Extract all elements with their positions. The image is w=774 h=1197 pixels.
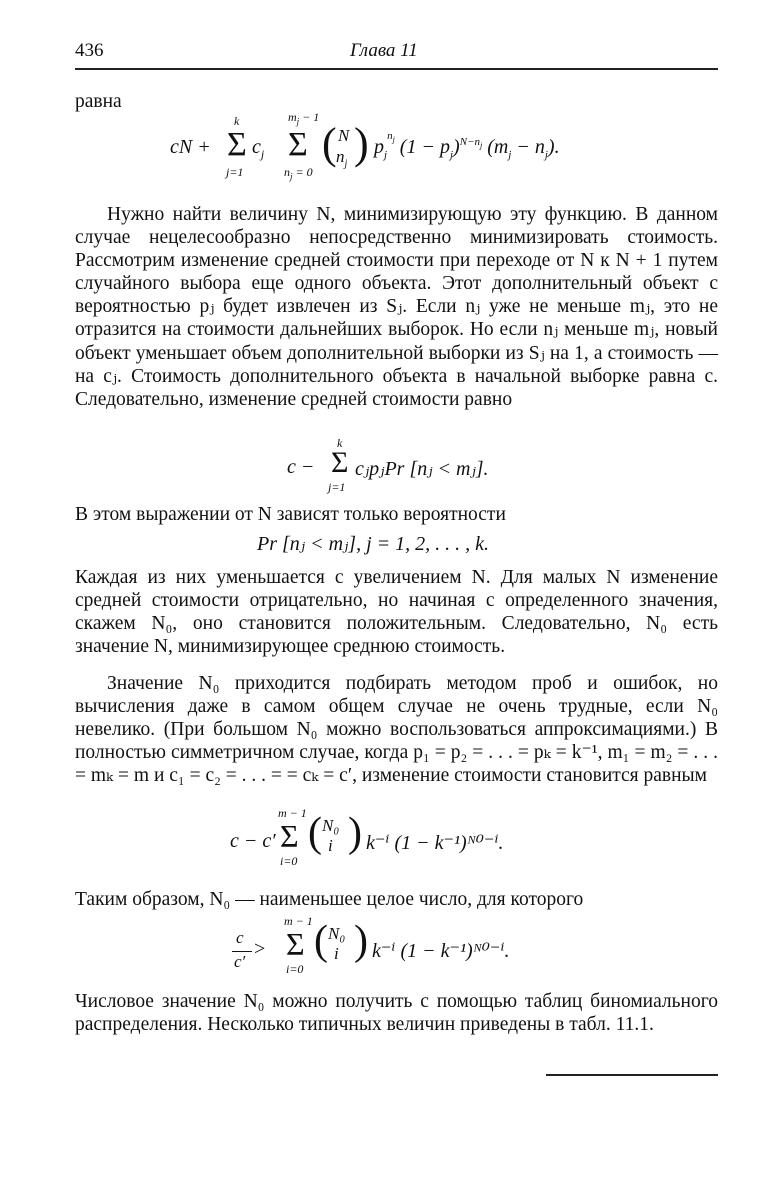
formula-2-lead: c −: [287, 456, 315, 478]
sum-upper: m − 1: [284, 914, 313, 928]
page-number: 436: [75, 40, 104, 61]
formula-2-tail: cⱼpⱼPr [nⱼ < mⱼ].: [355, 458, 489, 480]
frac-denominator: c′: [234, 952, 246, 971]
paragraph-2: В этом выражении от N зависят только вероятности: [75, 504, 506, 525]
sum-lower: i=0: [280, 854, 298, 868]
chapter-title: Глава 11: [350, 40, 418, 61]
sigma-icon: Σ: [280, 818, 299, 854]
formula-4: [230, 806, 590, 872]
sum-lower: j=1: [328, 480, 346, 494]
formula-1: [170, 110, 650, 182]
frac-numerator: c: [236, 928, 244, 947]
binom-top: N₀: [322, 816, 340, 835]
binom-right-paren: ): [354, 119, 369, 168]
header-rule: [75, 68, 718, 70]
paragraph-6: Числовое значение N₀ можно получить с помощью таблиц биномиального распределения. Несколько типичных величин приведены в табл. 11.1.: [75, 991, 718, 1036]
binom-bottom: $n_j$: [336, 147, 348, 170]
binom-left-paren: (: [314, 918, 328, 964]
sigma-icon: Σ: [331, 446, 349, 479]
sum1-lower: j=1: [226, 165, 244, 179]
binom-right-paren: ): [348, 810, 362, 856]
footnote-rule: [546, 1074, 718, 1076]
greater-than: >: [254, 938, 266, 960]
formula-1-tail: $p_j^{n_j}$ $(1 - p_j)^{N-n_j}$ $(m_j - n_j)$.: [374, 130, 560, 161]
formula-5-tail: k⁻ⁱ (1 − k⁻¹)ᴺ⁰⁻ⁱ.: [372, 940, 510, 962]
sum-upper: m − 1: [278, 806, 307, 820]
binom-left-paren: (: [322, 119, 337, 168]
sum2-upper: $m_j - 1$: [288, 110, 320, 127]
intro-word: равна: [75, 91, 122, 112]
formula-3: Pr [nⱼ < mⱼ], j = 1, 2, . . . , k.: [257, 533, 490, 555]
binom-right-paren: ): [354, 918, 368, 964]
c-j: $c_j$: [252, 136, 265, 161]
paragraph-1: Нужно найти величину N, минимизирующую эту функцию. В данном случае нецелесообразно непосредственно минимизировать стоимость. Рассмотрим изменение средней стоимости при переходе от N к N + 1 путем случайного выбора еще одного объекта. Этот дополнительный объект с вероятностью pⱼ будет извлечен из Sⱼ. Если nⱼ уже не меньше mⱼ, это не отразится на стоимости дальнейших выборок. Но если nⱼ меньше mⱼ, новый объект уменьшает объем дополнительной выборки из Sⱼ на 1, а стоимость — на cⱼ. Стоимость дополнительного объекта в начальной выборке равна c. Следовательно, изменение средней стоимости равно: [75, 204, 718, 410]
paragraph-3: Каждая из них уменьшается с увеличением N. Для малых N изменение средней стоимости отрицательно, но начиная с определенного значения, скажем N₀, оно становится положительным. Следовательно, N₀ есть значение N, минимизирующее среднюю стоимость.: [75, 567, 718, 658]
sigma-icon: Σ: [286, 926, 305, 962]
formula-1-lead: cN +: [170, 136, 211, 158]
binom-top: N: [338, 126, 350, 145]
paragraph-4: Значение N₀ приходится подбирать методом проб и ошибок, но вычисления даже в самом общем случае не очень трудные, если N₀ невелико. (При большом N₀ можно воспользоваться аппроксимациями.) В полностью симметричном случае, когда p₁ = p₂ = . . . = pₖ = k⁻¹, m₁ = m₂ = . . . = mₖ = m и c₁ = c₂ = . . . = = cₖ = c′, изменение стоимости становится равным: [75, 673, 718, 787]
formula-2: [287, 436, 547, 496]
paragraph-5: Таким образом, N₀ — наименьшее целое число, для которого: [75, 889, 584, 910]
sigma-1-icon: Σ: [227, 126, 247, 163]
binom-left-paren: (: [308, 810, 322, 856]
sum1-upper: k: [234, 114, 240, 128]
formula-4-lead: c − c′: [230, 830, 276, 852]
binom-top: N₀: [328, 924, 346, 943]
binom-bottom: i: [334, 944, 339, 963]
formula-5: [232, 914, 592, 980]
sum2-lower: $n_j = 0$: [284, 165, 313, 182]
sigma-2-icon: Σ: [288, 126, 308, 163]
sum-upper: k: [337, 436, 343, 450]
formula-4-tail: k⁻ⁱ (1 − k⁻¹)ᴺ⁰⁻ⁱ.: [366, 832, 504, 854]
binom-bottom: i: [328, 836, 333, 855]
sum-lower: i=0: [286, 962, 304, 976]
